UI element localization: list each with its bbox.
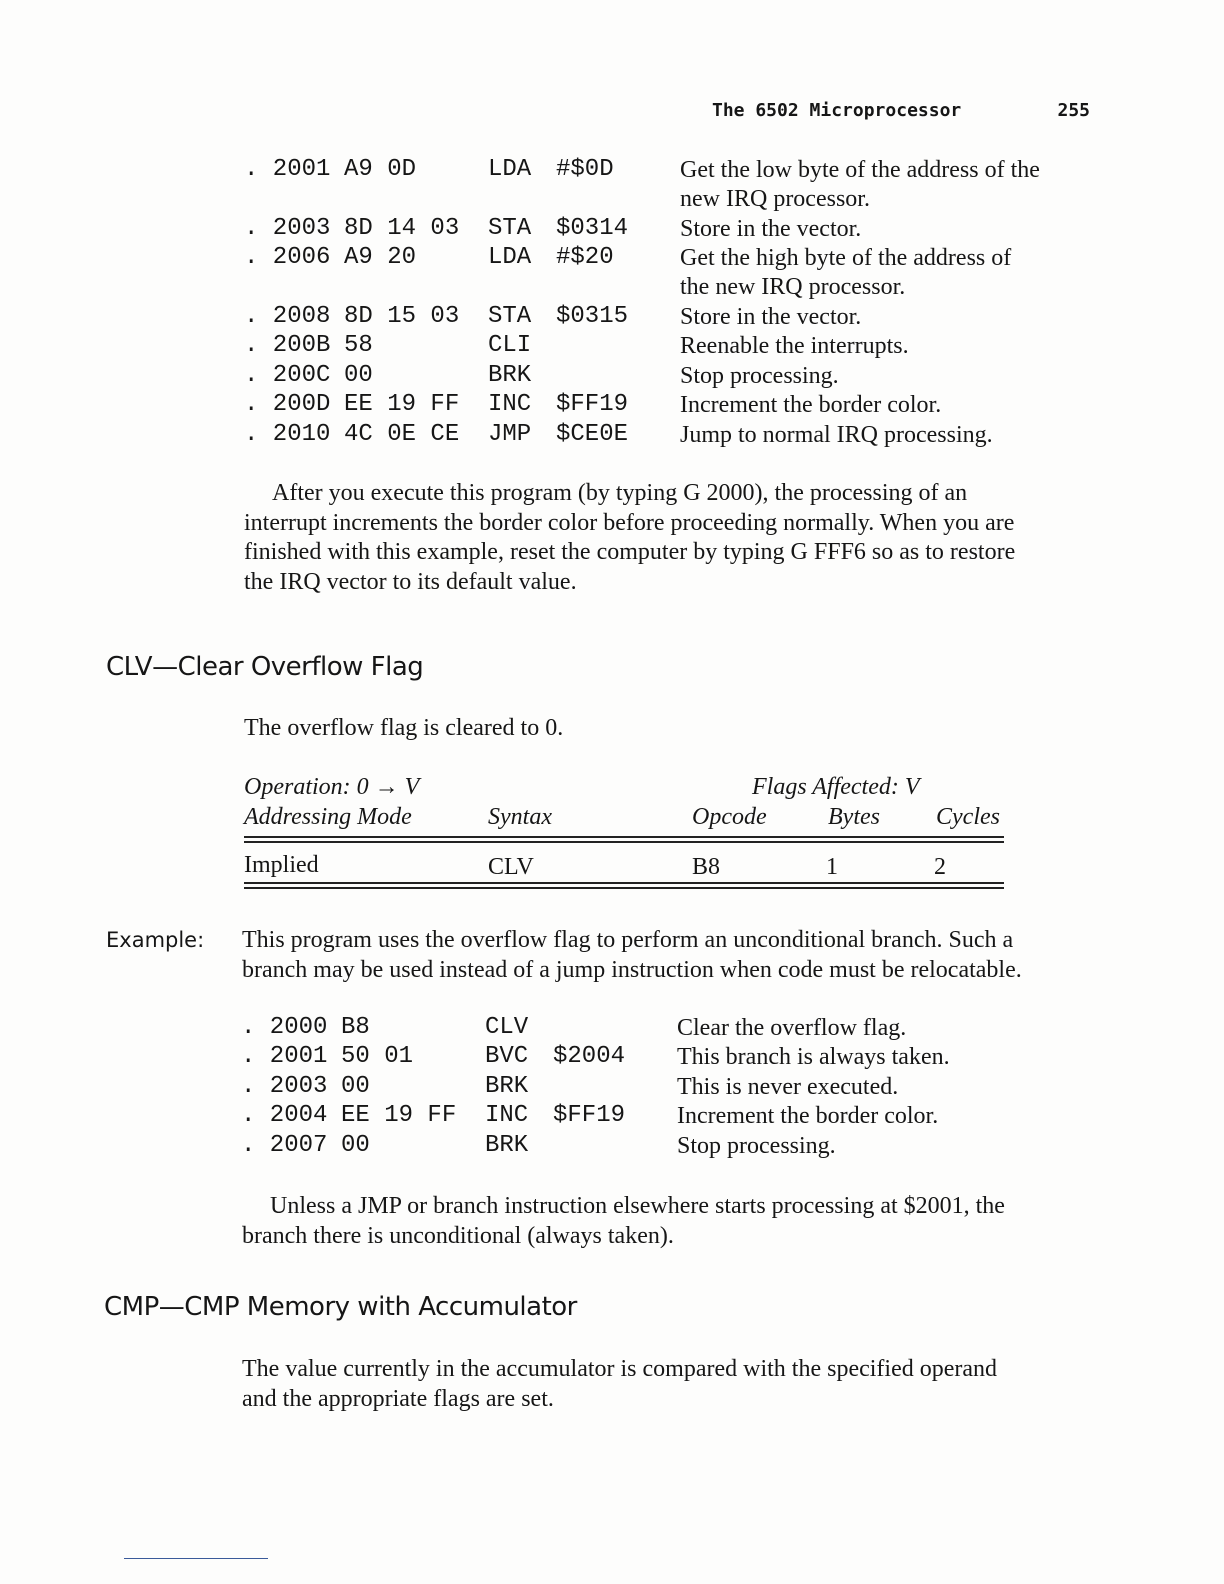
code-opcode: CLV (485, 1014, 529, 1041)
code-comment (680, 156, 1040, 214)
code-opcode: BRK (485, 1072, 529, 1100)
code-bytes: 4C 0E CE (344, 420, 460, 448)
clv-description: The overflow flag is cleared to 0. (244, 715, 564, 741)
code-line (244, 303, 1100, 333)
header-bytes: Bytes (828, 804, 880, 830)
code-address: . 2008 (244, 303, 331, 330)
code-opcode: BRK (488, 361, 532, 389)
clv-flags-affected: Flags Affected: V (752, 774, 920, 800)
code-address: . 2007 (241, 1131, 328, 1159)
code-line (244, 244, 1100, 301)
code-line (244, 332, 1100, 362)
code-address: . 200C (244, 361, 331, 389)
section-heading-cmp: CMP—CMP Memory with Accumulator (104, 1292, 577, 1322)
code-bytes: EE 19 FF (344, 391, 460, 419)
comment-line: This branch is always taken. (677, 1044, 950, 1071)
code-comment (680, 391, 941, 420)
code-bytes: B8 (341, 1014, 370, 1041)
code-line (244, 362, 1100, 392)
code-address: . 2003 (241, 1072, 328, 1100)
text-line: After you execute this program (by typing G 2000), the processing of an (272, 480, 968, 506)
running-head (712, 100, 1090, 128)
example-label: Example: (106, 928, 205, 952)
comment-line: Clear the overflow flag. (677, 1015, 907, 1041)
code-comment (680, 362, 839, 391)
comment-line: Store in the vector. (680, 304, 862, 330)
code-opcode: INC (485, 1102, 529, 1130)
code-line (244, 215, 1100, 245)
code-line (241, 1102, 1097, 1132)
code-address: . 2001 (241, 1043, 328, 1071)
code-operand: $FF19 (553, 1102, 626, 1130)
table-rule (244, 882, 1004, 884)
code-comment (677, 1102, 938, 1131)
comment-line: Reenable the interrupts. (680, 333, 909, 360)
code-operand: $2004 (553, 1043, 626, 1071)
code-comment (680, 244, 1011, 302)
code-operand: $0314 (556, 214, 629, 242)
code-line (244, 421, 1100, 451)
text-line: the IRQ vector to its default value. (244, 568, 577, 595)
code-comment (680, 215, 861, 244)
code-operand: #$0D (556, 156, 614, 183)
code-address: . 2000 (241, 1014, 328, 1041)
clv-operation: Operation: 0 → V (244, 774, 420, 800)
page-number: 255 (1057, 100, 1090, 121)
code-bytes: EE 19 FF (341, 1102, 457, 1130)
code-bytes: 8D 14 03 (344, 214, 460, 242)
comment-line: the new IRQ processor. (680, 274, 906, 301)
running-head-title: The 6502 Microprocessor (712, 100, 962, 121)
clv-spec-table (244, 774, 1004, 894)
comment-line: Increment the border color. (677, 1103, 939, 1130)
code-address: . 2006 (244, 244, 331, 272)
comment-line: Stop processing. (680, 362, 839, 389)
code-opcode: INC (488, 391, 532, 419)
paragraph-unless (242, 1192, 1084, 1251)
comment-line: Stop processing. (677, 1132, 836, 1159)
footer-rule (124, 1558, 268, 1559)
text-line: branch there is unconditional (always taken). (242, 1222, 674, 1249)
code-bytes: 8D 15 03 (344, 303, 460, 330)
cell-syntax: CLV (488, 854, 534, 880)
table-rule (244, 841, 1004, 843)
paragraph-after-execute (244, 479, 1086, 597)
comment-line: Get the high byte of the address of (680, 245, 1012, 272)
code-operand: #$20 (556, 244, 614, 272)
table-rule (244, 836, 1004, 838)
comment-line: Increment the border color. (680, 392, 942, 419)
header-opcode: Opcode (692, 804, 767, 830)
code-opcode: STA (488, 214, 532, 242)
code-line (241, 1043, 1097, 1073)
comment-line: Jump to normal IRQ processing. (680, 421, 993, 448)
code-bytes: 00 (341, 1131, 370, 1159)
comment-line: Get the low byte of the address of the (680, 157, 1040, 183)
text-line: Unless a JMP or branch instruction elsewhere starts processing at $2001, the (270, 1193, 1005, 1219)
code-bytes: A9 0D (344, 156, 417, 183)
code-bytes: 58 (344, 332, 373, 360)
text-line: branch may be used instead of a jump instruction when code must be relocatable. (242, 956, 1022, 983)
text-line: finished with this example, reset the computer by typing G FFF6 so as to restore (244, 539, 1016, 565)
code-comment (677, 1043, 950, 1072)
code-bytes: A9 20 (344, 244, 417, 272)
cell-opcode: B8 (692, 854, 721, 880)
code-comment (677, 1014, 906, 1043)
code-opcode: LDA (488, 244, 532, 272)
code-bytes: 00 (344, 361, 373, 389)
code-operand: $FF19 (556, 391, 629, 419)
header-addressing-mode: Addressing Mode (244, 804, 412, 830)
code-address: . 200B (244, 332, 331, 360)
code-address: . 2003 (244, 214, 331, 242)
code-line (244, 156, 1100, 212)
text-line: The value currently in the accumulator is compared with the specified operand (242, 1356, 998, 1382)
code-bytes: 00 (341, 1072, 370, 1100)
comment-line: This is never executed. (677, 1073, 899, 1100)
code-comment (680, 303, 861, 332)
text-line: This program uses the overflow flag to perform an unconditional branch. Such a (242, 927, 1014, 953)
code-line (241, 1132, 1097, 1162)
code-opcode: BRK (485, 1131, 529, 1159)
comment-line: new IRQ processor. (680, 186, 870, 212)
code-opcode: STA (488, 303, 532, 330)
code-operand: $0315 (556, 303, 629, 330)
cmp-description (242, 1355, 1084, 1414)
cell-cycles: 2 (934, 854, 946, 880)
section-heading-clv: CLV—Clear Overflow Flag (106, 652, 424, 682)
text-line: and the appropriate flags are set. (242, 1385, 554, 1412)
code-comment (677, 1073, 898, 1102)
code-comment (677, 1132, 836, 1161)
code-opcode: JMP (488, 420, 532, 448)
code-bytes: 50 01 (341, 1043, 414, 1071)
comment-line: Store in the vector. (680, 215, 862, 242)
example-text (242, 926, 1084, 985)
code-line (241, 1073, 1097, 1103)
text-line: interrupt increments the border color before proceeding normally. When you are (244, 509, 1015, 536)
code-address: . 2001 (244, 156, 331, 183)
code-comment (680, 332, 909, 361)
code-address: . 200D (244, 391, 331, 419)
code-address: . 2010 (244, 420, 331, 448)
code-comment (680, 421, 993, 450)
code-address: . 2004 (241, 1102, 328, 1130)
code-line (244, 391, 1100, 421)
cell-mode: Implied (244, 852, 319, 878)
table-rule (244, 887, 1004, 889)
header-cycles: Cycles (936, 804, 1000, 830)
code-opcode: CLI (488, 332, 532, 360)
code-operand: $CE0E (556, 420, 629, 448)
code-line (241, 1014, 1097, 1044)
code-opcode: LDA (488, 156, 532, 183)
cell-bytes: 1 (826, 854, 838, 880)
header-syntax: Syntax (488, 804, 552, 830)
code-opcode: BVC (485, 1043, 529, 1071)
